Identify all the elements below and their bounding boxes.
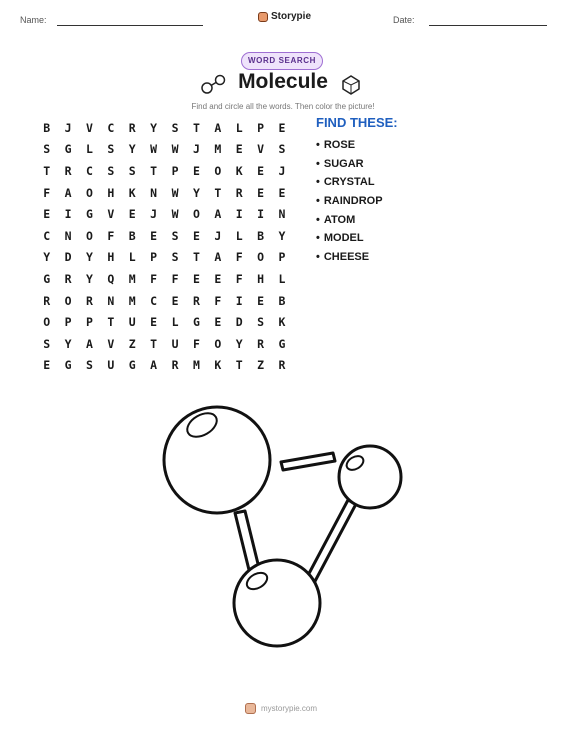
grid-letter[interactable]: U (128, 315, 136, 330)
category-badge: WORD SEARCH (241, 52, 323, 70)
grid-letter[interactable]: G (86, 207, 93, 222)
grid-letter[interactable]: J (214, 228, 222, 243)
grid-letter[interactable]: I (257, 207, 265, 222)
grid-letter[interactable]: S (107, 142, 115, 157)
grid-letter[interactable]: M (128, 293, 136, 308)
grid-letter[interactable]: K (128, 185, 136, 200)
grid-letter[interactable]: S (43, 336, 51, 351)
grid-letter[interactable]: P (257, 120, 265, 135)
grid-letter[interactable]: F (43, 185, 51, 200)
grid-letter[interactable]: N (64, 228, 72, 243)
grid-letter[interactable]: L (235, 120, 243, 135)
grid-letter[interactable]: F (235, 271, 243, 286)
footer (245, 703, 317, 714)
grid-letter[interactable]: L (128, 250, 136, 265)
grid-letter[interactable]: K (235, 163, 243, 178)
grid-letter[interactable]: T (192, 120, 200, 135)
grid-letter[interactable]: D (235, 315, 243, 330)
grid-row (36, 311, 293, 333)
grid-letter[interactable]: W (171, 185, 179, 200)
grid-letter[interactable]: C (150, 293, 158, 308)
grid-letter[interactable]: T (107, 315, 115, 330)
grid-letter[interactable]: R (171, 358, 179, 373)
brand-name: Storypie (271, 11, 312, 22)
grid-letter[interactable]: C (86, 163, 93, 178)
grid-letter[interactable]: E (214, 315, 222, 330)
grid-letter[interactable]: V (107, 207, 115, 222)
grid-row (36, 290, 293, 312)
grid-letter[interactable]: P (278, 250, 286, 265)
grid-letter[interactable]: H (107, 185, 115, 200)
grid-row (36, 225, 293, 247)
grid-letter[interactable]: E (192, 228, 200, 243)
grid-letter[interactable]: P (150, 250, 158, 265)
grid-row (36, 117, 293, 139)
grid-letter[interactable]: G (43, 271, 51, 286)
grid-letter[interactable]: U (107, 358, 115, 373)
grid-letter[interactable]: E (150, 228, 158, 243)
grid-letter[interactable]: L (171, 315, 179, 330)
grid-letter[interactable]: E (150, 315, 158, 330)
word-item: • MODEL (316, 229, 383, 248)
grid-letter[interactable]: M (214, 142, 222, 157)
grid-letter[interactable]: B (128, 228, 136, 243)
crystal-icon (340, 74, 362, 96)
grid-letter[interactable]: O (214, 163, 222, 178)
grid-letter[interactable]: K (214, 358, 222, 373)
grid-letter[interactable]: E (192, 163, 200, 178)
grid-letter[interactable]: F (192, 336, 200, 351)
page-title: Molecule (238, 70, 328, 93)
grid-letter[interactable]: Y (128, 142, 136, 157)
grid-letter[interactable]: B (257, 228, 265, 243)
footer-url: mystorypie.com (261, 704, 318, 713)
brand-logo (258, 11, 311, 22)
grid-letter[interactable]: V (257, 142, 265, 157)
grid-letter[interactable]: N (150, 185, 158, 200)
grid-letter[interactable]: W (171, 142, 179, 157)
grid-letter[interactable]: E (257, 185, 265, 200)
grid-letter[interactable]: Z (128, 336, 136, 351)
storypie-mascot-icon (258, 12, 268, 22)
grid-letter[interactable]: S (171, 250, 179, 265)
date-label: Date: (393, 15, 415, 25)
grid-letter[interactable]: S (171, 120, 179, 135)
grid-letter[interactable]: G (278, 336, 286, 351)
grid-letter[interactable]: E (257, 163, 265, 178)
grid-row (36, 182, 293, 204)
grid-letter[interactable]: J (150, 207, 158, 222)
grid-letter[interactable]: P (86, 315, 93, 330)
grid-letter[interactable]: O (86, 228, 93, 243)
grid-letter[interactable]: F (171, 271, 179, 286)
grid-letter[interactable]: R (64, 271, 72, 286)
grid-letter[interactable]: Y (86, 271, 93, 286)
name-field[interactable] (57, 25, 203, 26)
grid-letter[interactable]: L (86, 142, 93, 157)
grid-letter[interactable]: V (86, 120, 93, 135)
name-label: Name: (20, 15, 47, 25)
grid-letter[interactable]: J (278, 163, 286, 178)
grid-letter[interactable]: J (64, 120, 72, 135)
grid-letter[interactable]: P (64, 315, 72, 330)
grid-letter[interactable]: S (43, 142, 51, 157)
grid-letter[interactable]: I (64, 207, 72, 222)
grid-letter[interactable]: S (257, 315, 265, 330)
grid-letter[interactable]: E (257, 293, 265, 308)
grid-letter[interactable]: I (235, 293, 243, 308)
grid-row (36, 355, 293, 377)
grid-letter[interactable]: E (278, 185, 286, 200)
grid-letter[interactable]: T (43, 163, 51, 178)
grid-row (36, 247, 293, 269)
grid-letter[interactable]: R (192, 293, 200, 308)
grid-letter[interactable]: H (107, 250, 115, 265)
grid-letter[interactable]: J (192, 142, 200, 157)
grid-letter[interactable]: O (64, 293, 72, 308)
grid-letter[interactable]: E (192, 271, 200, 286)
grid-letter[interactable]: Y (43, 250, 51, 265)
grid-letter[interactable]: T (150, 163, 158, 178)
grid-letter[interactable]: Z (257, 358, 265, 373)
grid-letter[interactable]: S (107, 163, 115, 178)
grid-letter[interactable]: L (278, 271, 286, 286)
grid-letter[interactable]: W (171, 207, 179, 222)
grid-letter[interactable]: I (235, 207, 243, 222)
grid-letter[interactable]: O (192, 207, 200, 222)
grid-letter[interactable]: B (43, 120, 51, 135)
grid-row (36, 333, 293, 355)
grid-letter[interactable]: S (128, 163, 136, 178)
grid-letter[interactable]: F (107, 228, 115, 243)
word-item: • ROSE (316, 136, 383, 155)
grid-letter[interactable]: O (86, 185, 93, 200)
grid-letter[interactable]: A (214, 207, 222, 222)
grid-letter[interactable]: E (128, 207, 136, 222)
grid-letter[interactable]: O (214, 336, 222, 351)
grid-letter[interactable]: A (150, 358, 158, 373)
grid-letter[interactable]: A (214, 250, 222, 265)
grid-letter[interactable]: T (150, 336, 158, 351)
grid-letter[interactable]: F (150, 271, 158, 286)
grid-letter[interactable]: R (64, 163, 72, 178)
grid-letter[interactable]: S (278, 142, 286, 157)
date-field[interactable] (429, 25, 547, 26)
grid-letter[interactable]: G (128, 358, 136, 373)
grid-letter[interactable]: M (192, 358, 200, 373)
grid-letter[interactable]: O (43, 315, 51, 330)
grid-row (36, 203, 293, 225)
grid-letter[interactable]: E (171, 293, 179, 308)
grid-letter[interactable]: R (43, 293, 51, 308)
grid-letter[interactable]: Y (192, 185, 200, 200)
grid-letter[interactable]: R (257, 336, 265, 351)
grid-letter[interactable]: V (107, 336, 115, 351)
grid-letter[interactable]: R (235, 185, 243, 200)
grid-letter[interactable]: K (278, 315, 286, 330)
grid-letter[interactable]: F (214, 293, 222, 308)
grid-letter[interactable]: O (257, 250, 265, 265)
word-item: • RAINDROP (316, 192, 383, 211)
grid-row (36, 268, 293, 290)
grid-letter[interactable]: G (64, 358, 72, 373)
grid-letter[interactable]: R (128, 120, 136, 135)
grid-letter[interactable]: A (214, 120, 222, 135)
grid-letter[interactable]: U (171, 336, 179, 351)
grid-letter[interactable]: W (150, 142, 158, 157)
grid-letter[interactable]: S (86, 358, 93, 373)
grid-letter[interactable]: D (64, 250, 72, 265)
word-item: • CRYSTAL (316, 173, 383, 192)
molecule-illustration (150, 385, 410, 650)
word-item: • SUGAR (316, 155, 383, 174)
grid-letter[interactable]: E (235, 142, 243, 157)
grid-letter[interactable]: H (257, 271, 265, 286)
word-item: • CHEESE (316, 248, 383, 267)
grid-letter[interactable]: L (235, 228, 243, 243)
grid-letter[interactable]: T (214, 185, 222, 200)
grid-letter[interactable]: E (278, 120, 286, 135)
grid-letter[interactable]: Y (86, 250, 93, 265)
grid-letter[interactable]: C (107, 120, 115, 135)
grid-letter[interactable]: A (86, 336, 93, 351)
grid-letter[interactable]: E (43, 207, 51, 222)
grid-letter[interactable]: M (128, 271, 136, 286)
grid-letter[interactable]: G (192, 315, 200, 330)
grid-letter[interactable]: C (43, 228, 51, 243)
grid-letter[interactable]: Y (278, 228, 286, 243)
grid-letter[interactable]: E (214, 271, 222, 286)
grid-letter[interactable]: N (278, 207, 286, 222)
grid-letter[interactable]: Y (64, 336, 72, 351)
grid-letter[interactable]: N (107, 293, 115, 308)
grid-letter[interactable]: S (171, 228, 179, 243)
grid-letter[interactable]: Y (150, 120, 158, 135)
grid-letter[interactable]: R (86, 293, 93, 308)
word-item: • ATOM (316, 211, 383, 230)
grid-row (36, 139, 293, 161)
word-search-grid (36, 117, 293, 376)
storypie-mascot-icon (245, 703, 256, 714)
grid-letter[interactable]: T (235, 358, 243, 373)
grid-row (36, 160, 293, 182)
grid-letter[interactable]: T (192, 250, 200, 265)
grid-letter[interactable]: G (64, 142, 72, 157)
word-list (316, 136, 383, 267)
find-these-heading: FIND THESE: (316, 115, 398, 130)
grid-letter[interactable]: R (278, 358, 286, 373)
grid-letter[interactable]: Y (235, 336, 243, 351)
grid-letter[interactable]: E (43, 358, 51, 373)
grid-letter[interactable]: A (64, 185, 72, 200)
grid-letter[interactable]: Q (107, 271, 115, 286)
grid-letter[interactable]: P (171, 163, 179, 178)
grid-letter[interactable]: F (235, 250, 243, 265)
instructions: Find and circle all the words. Then color the picture! (191, 102, 375, 111)
grid-letter[interactable]: B (278, 293, 286, 308)
